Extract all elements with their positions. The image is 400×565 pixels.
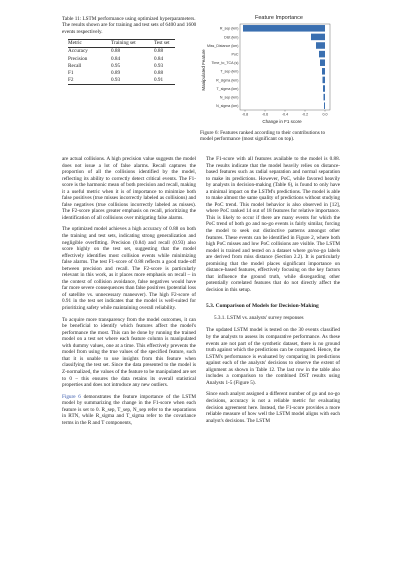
chart-title: Feature Importance: [255, 15, 303, 21]
table-row: [68, 70, 175, 77]
table-cell: 0.89: [111, 70, 121, 77]
table-cell: 0.88: [154, 70, 164, 77]
chart-x-tick-label: -0.8: [241, 112, 249, 117]
chart-y-tick-label: Time_to_TCA (s): [211, 61, 239, 66]
table-row: [68, 77, 175, 85]
figure-6-link[interactable]: Figure 6: [62, 393, 81, 400]
table-header-cell: Training set: [111, 40, 154, 48]
chart-x-tick-label: -0.6: [261, 112, 269, 117]
chart-bar: [324, 102, 325, 109]
chart-x-tick-label: -0.4: [281, 112, 289, 117]
chart-y-tick-label: R_sigma (km): [216, 78, 239, 83]
table-cell: Accuracy: [68, 48, 88, 55]
section-heading: 5.3. Comparison of Models for Decision-Making: [206, 303, 319, 310]
paragraph: are actual collisions. A high precision value suggests the model does not issue a lot of false alarms. Recall captures the proportion of all the collisions identified by the model, reflecting its ability to correctly detect critical events. The F1-score is the harmonic mean of both precision and recall, making it a useful metric when it is of importance to minimize both false positives (true misses incorrectly labeled as collisions) and false negatives (true collisions incorrectly labeled as misses). The F2-score places greater emphasis on recall, prioritizing the identification of all collisions over mitigating false alarms.: [62, 156, 196, 221]
table-cell: F2: [68, 77, 111, 85]
table-11-block: [62, 16, 198, 85]
table-cell: Precision: [68, 55, 88, 62]
chart-y-tick-label: T_sigma (km): [216, 86, 239, 91]
chart-y-tick-label: T_sep (km): [220, 69, 239, 74]
table-cell: F1: [68, 70, 74, 77]
table-cell: Recall: [68, 62, 82, 69]
chart-bar: [311, 34, 325, 41]
chart-bar: [323, 77, 326, 84]
chart-bar: [323, 85, 325, 92]
paragraph: To acquire more transparency from the model outcomes, it can be beneficial to identify which features affect the model's performance the most. This can be done by running the trained model on a test set where each feature column is manipulated with dummy values, one at a time. This effectively prevents the model from using the true values of the specified feature, such that it is unable to use insights from this feature when classifying the test set. Since the data presented to the model is Z-normalized, the values of the feature to be manipulated are set to 0 – this ensures the data retains its overall statistical properties and does not introduce any new outliers.: [62, 316, 196, 389]
paragraph: The F1-score with all features available to the model is 0.88. The results indicate that the model heavily relies on distance-based features such as radial separation and normal separation to make its predictions. However, PoC, while favored heavily by analysts in decision-making (Table 6), is found to only have a minimal impact on the LSTM's predictions. The model is able to make almost the same quality of predictions without studying the PoC trend. This model behavior is also observed in [12], where PoC ranked 14 out of 18 features for relative importance. This is likely to occur if there are many events for which the PoC trend of both go and no-go events is fairly similar, forcing the model to seek out distinctive patterns amongst other features. These events can be identified in Figure 2, where both high PoC misses and low PoC collisions are visible. The LSTM model is trained and tested on a dataset where go/no-go labels are derived from miss distance (Section 2.2). It is particularly promising that the model places significant importance on distance-based features, effectively focusing on the key factors that influence the ground truth, while disregarding other potentially correlated features that do not directly affect the decision in this setup.: [206, 156, 340, 293]
chart-y-tick-label: Miss_Distance (km): [206, 43, 239, 48]
chart-bar: [319, 51, 325, 58]
left-column: [62, 156, 196, 426]
chart-x-tick-label: -0.2: [301, 112, 309, 117]
figure-6-caption: Figure 6: Features ranked according to their contributions to model performance (most significant on top).: [200, 130, 326, 143]
table-11: [68, 39, 175, 85]
table-cell: 0.88: [154, 48, 164, 55]
chart-y-tick-label: PoC: [231, 52, 239, 57]
table-header-row: [68, 40, 175, 48]
feature-importance-chart: [200, 10, 338, 126]
chart-y-tick-label: N_sep (km): [219, 95, 239, 100]
table-11-caption: Table 11: LSTM performance using optimized hyperparameters. The results shown are for training and test sets of 6400 and 1600 events respectively.: [62, 16, 197, 35]
table-cell: 0.84: [111, 55, 121, 62]
chart-y-tick-label: R_sep (km): [219, 26, 239, 31]
chart-x-label: Change in F1 score: [262, 119, 302, 124]
table-row: [68, 48, 175, 56]
chart-bar: [316, 42, 325, 49]
chart-bar: [320, 59, 325, 66]
right-column: [206, 156, 340, 424]
table-cell: 0.95: [111, 62, 121, 69]
table-header-cell: Test set: [154, 40, 175, 48]
chart-bar: [322, 68, 325, 75]
table-cell: 0.93: [111, 77, 154, 85]
chart-y-tick-label: Dist (km): [224, 35, 239, 40]
chart-y-tick-label: N_sigma (km): [216, 104, 239, 109]
table-header-cell: Metric: [68, 40, 111, 48]
paragraph: The optimized model achieves a high accuracy of 0.88 on both the training and test sets, indicating strong generalization and negligible overfitting. Precision (0.84) and recall (0.93) also score highly on the test set, suggesting that the model effectively identifies most collision events while minimizing false alarms. The test F1-score of 0.88 reflects a good trade-off between precision and recall. The F2-score is particularly relevant in this work, as it places more emphasis on recall – in the context of collision avoidance, false negatives would have far more severe consequences than false positives (potential loss of satellite vs. unnecessary maneuver). The high F2-score of 0.91 in the test set indicates that the model is well-suited for prioritizing safety while maintaining overall reliability.: [62, 226, 196, 312]
paragraph: The updated LSTM model is tested on the 30 events classified by the analysts to assess its comparative performance. As these events are not part of the synthetic dataset, there is no ground truth against which the predictions can be compared. Hence, the LSTM's performance is evaluated by comparing its predictions against each of the analysts' decisions to observe the extent of alignment as shown in Table 12. The last row in the table also includes a comparison to the combined DST results using Analysts 1-5 (Figure 5).: [206, 327, 340, 386]
table-cell: 0.88: [111, 48, 121, 55]
chart-plot-area: [207, 24, 330, 117]
paragraph-text: demonstrates the feature importance of the LSTM model by summarizing the change in the F1-score when each feature is set to 0. R_sep, T_sep, N_sep refer to the separations in RTN, while R_sigma and T_sigma refer to the covariance terms in the R and T components,: [62, 393, 197, 426]
table-cell: 0.93: [154, 62, 164, 69]
table-row: [68, 56, 175, 63]
paragraph: Since each analyst assigned a different number of go and no-go decisions, accuracy is not a reliable metric for evaluating decision agreement here. Instead, the F1-score provides a more reliable measure of how well the LSTM model aligns with each analyst's decisions. The LSTM: [206, 391, 340, 424]
subsection-heading: 5.3.1. LSTM vs. analysts' survey responses: [214, 315, 304, 322]
chart-bar: [243, 25, 325, 32]
table-cell: 0.91: [154, 77, 175, 85]
chart-y-label: Manipulated Feature: [201, 49, 206, 91]
table-row: [68, 63, 175, 70]
table-cell: 0.84: [154, 55, 164, 62]
paragraph: [62, 394, 196, 427]
chart-bar: [324, 94, 326, 101]
figure-6-block: [200, 10, 338, 143]
chart-x-tick-label: 0.0: [322, 112, 328, 117]
